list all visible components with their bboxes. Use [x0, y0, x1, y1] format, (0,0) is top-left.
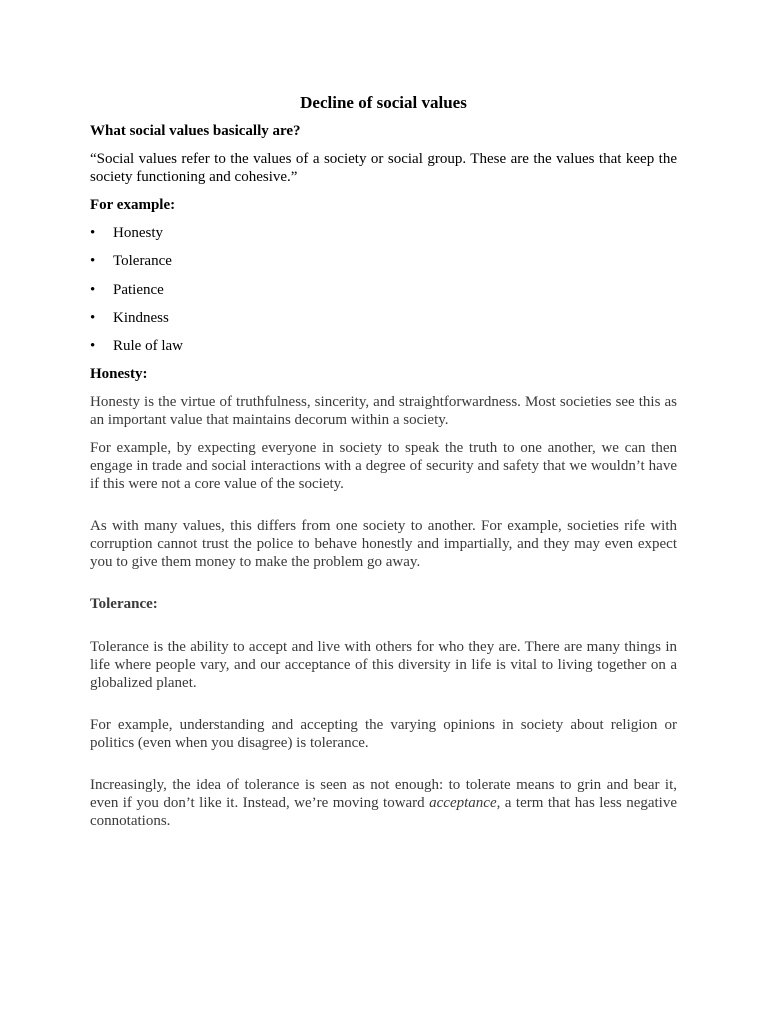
section-heading-what-are-values: What social values basically are? — [90, 123, 301, 139]
tolerance-paragraph-3-text-after: , a term that has less negative connotations. — [90, 795, 677, 830]
list-item-label: Tolerance — [113, 253, 172, 270]
tolerance-paragraph-2: For example, understanding and accepting the varying opinions in society about religion or politics (even when you disagree) is tolerance. — [90, 717, 677, 752]
document-page — [90, 92, 677, 840]
section-heading-tolerance: Tolerance: — [90, 596, 158, 613]
bullet-icon: • — [90, 253, 96, 270]
honesty-paragraph-2: For example, by expecting everyone in society to speak the truth to one another, we can then engage in trade and social interactions with a degree of security and safety that we wouldn’t have if this were not a core value of the society. — [90, 440, 677, 493]
definition-paragraph: “Social values refer to the values of a society or social group. These are the values that keep the society functioning and cohesive.” — [90, 151, 677, 185]
list-item — [90, 252, 677, 270]
examples-list — [90, 224, 677, 355]
list-item-label: Patience — [113, 281, 164, 298]
list-item-label: Kindness — [113, 309, 169, 326]
section-heading-honesty: Honesty: — [90, 366, 148, 383]
tolerance-paragraph-3 — [90, 776, 677, 830]
list-item — [90, 309, 677, 327]
list-item-label: Honesty — [113, 225, 163, 241]
example-heading: For example: — [90, 197, 176, 213]
list-item — [90, 337, 677, 355]
list-item — [90, 281, 677, 299]
document-title: Decline of social values — [300, 93, 467, 112]
list-item-label: Rule of law — [113, 338, 183, 355]
bullet-icon: • — [90, 281, 96, 298]
bullet-icon: • — [90, 309, 96, 326]
bullet-icon: • — [90, 225, 96, 241]
honesty-paragraph-1: Honesty is the virtue of truthfulness, sincerity, and straightforwardness. Most societies see this as an important value that maintains decorum within a society. — [90, 394, 677, 429]
tolerance-paragraph-3-text-before: Increasingly, the idea of tolerance is seen as not enough: to tolerate means to grin and bear it, even if you don’t like it. Instead, we’re moving toward — [90, 777, 677, 812]
tolerance-paragraph-1: Tolerance is the ability to accept and live with others for who they are. There are many things in life where people vary, and our acceptance of this diversity in life is vital to living together on a globalized planet. — [90, 639, 677, 692]
tolerance-paragraph-3-emphasis: acceptance — [429, 795, 497, 812]
bullet-icon: • — [90, 338, 96, 355]
honesty-paragraph-3: As with many values, this differs from one society to another. For example, societies rife with corruption cannot trust the police to behave honestly and impartially, and they may even expect you to give them money to make the problem go away. — [90, 518, 677, 571]
list-item — [90, 224, 677, 242]
